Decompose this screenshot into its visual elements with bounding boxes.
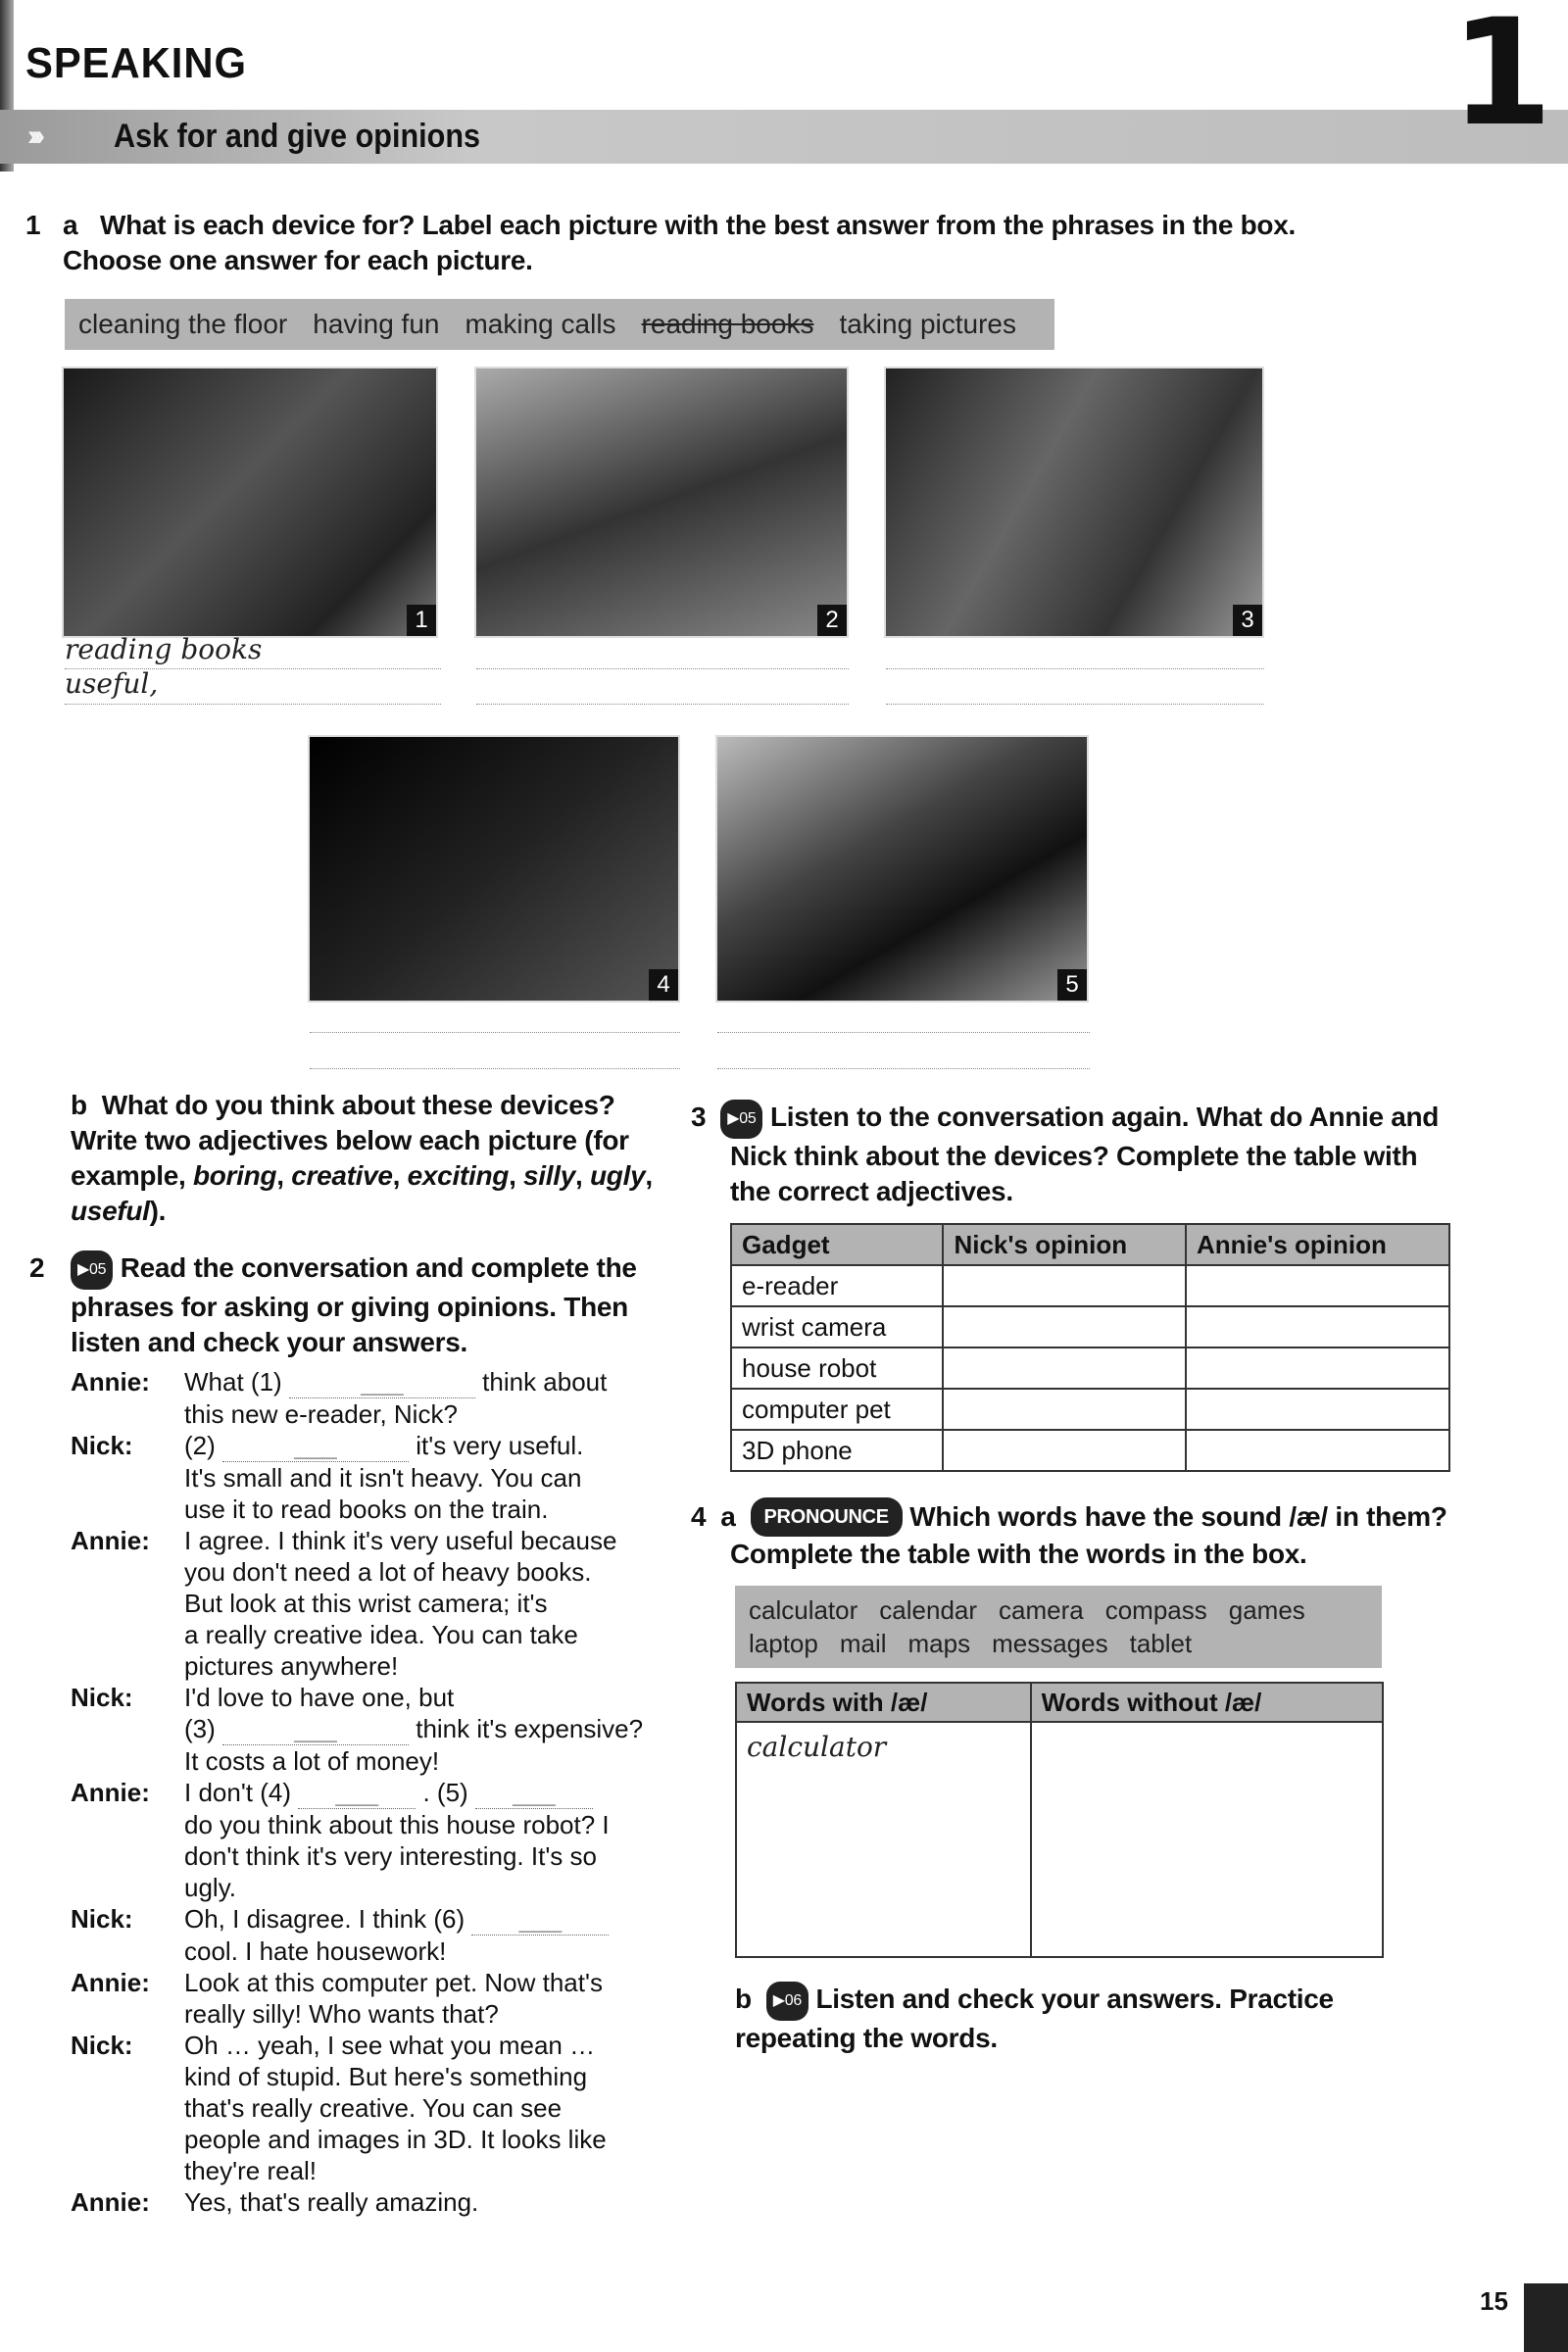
chevrons-icon: ›››: [27, 120, 39, 152]
instruction-text: Read the conversation and complete the phrases for asking or giving opinions. Then listen and check your answers.: [71, 1252, 637, 1357]
phrase-box: [65, 299, 1054, 350]
dialog-line: kind of stupid. But here's something: [184, 2062, 588, 2091]
example-word: useful: [71, 1196, 150, 1226]
table-row: [731, 1265, 1449, 1306]
example-word: creative: [291, 1160, 393, 1191]
answer-cell[interactable]: [1186, 1306, 1449, 1348]
dialog-line: people and images in 3D. It looks like: [184, 2125, 607, 2154]
picture-number: 4: [649, 969, 678, 1001]
word: compass: [1104, 1595, 1207, 1625]
audio-track-badge[interactable]: ▶06: [766, 1982, 808, 2021]
dialog-line: pictures anywhere!: [184, 1651, 399, 1681]
speaker-name: Annie:: [71, 1367, 150, 1396]
answer-line[interactable]: [310, 1032, 680, 1033]
speaker-name: Nick:: [71, 2031, 133, 2060]
dialog-line: this new e-reader, Nick?: [184, 1399, 458, 1429]
word: calendar: [879, 1595, 978, 1625]
opinion-table: [730, 1223, 1450, 1472]
answer-cell[interactable]: [943, 1389, 1185, 1430]
speaker-name: Annie:: [71, 2187, 150, 2217]
exercise-2-instruction: [29, 1250, 688, 1360]
column-header: Gadget: [731, 1224, 943, 1265]
exercise-letter: b: [735, 1984, 752, 2014]
answer-cell[interactable]: [1031, 1722, 1383, 1957]
gadget-cell: 3D phone: [731, 1430, 943, 1471]
word: calculator: [749, 1595, 858, 1625]
dialog-line: really silly! Who wants that?: [184, 1999, 499, 2029]
column-header: Annie's opinion: [1186, 1224, 1449, 1265]
photo-e-reader: [62, 367, 438, 638]
answer-line[interactable]: [717, 1068, 1090, 1069]
dialog-line: It costs a lot of money!: [184, 1746, 440, 1776]
track-number: 05: [739, 1110, 757, 1127]
dialog-line: (2) ___ it's very useful.: [184, 1431, 584, 1460]
word-box: [735, 1586, 1382, 1668]
word: games: [1228, 1595, 1305, 1625]
dialog-turn: [71, 1525, 688, 1682]
word: mail: [839, 1629, 887, 1658]
word: laptop: [749, 1629, 818, 1658]
left-column: [29, 1088, 688, 2218]
exercise-4a-instruction: [691, 1497, 1455, 1572]
handwritten-answer: reading books: [65, 633, 263, 665]
column-header: Nick's opinion: [943, 1224, 1185, 1265]
dialog-line: don't think it's very interesting. It's so: [184, 1841, 597, 1871]
instruction-text: Choose one answer for each picture.: [63, 245, 533, 275]
answer-line[interactable]: [886, 704, 1264, 705]
photo-computer-pet: [308, 735, 680, 1003]
fill-in-blank[interactable]: ___: [471, 1903, 609, 1936]
gadget-cell: house robot: [731, 1348, 943, 1389]
dialog-turn: [71, 2030, 688, 2186]
exercise-number: 2: [29, 1252, 45, 1283]
exercise-number: 4: [691, 1501, 707, 1532]
example-word: silly: [523, 1160, 576, 1191]
word: camera: [999, 1595, 1084, 1625]
answer-line[interactable]: [476, 668, 849, 669]
audio-track-badge[interactable]: ▶05: [720, 1100, 762, 1139]
answer-cell[interactable]: [1186, 1265, 1449, 1306]
fill-in-blank[interactable]: ___: [222, 1430, 409, 1462]
picture-number: 1: [407, 605, 436, 636]
answer-line[interactable]: [310, 1068, 680, 1069]
example-word: exciting: [407, 1160, 510, 1191]
fill-in-blank[interactable]: ___: [298, 1777, 416, 1809]
exercise-3-instruction: [691, 1100, 1455, 1209]
dialog-line: cool. I hate housework!: [184, 1936, 447, 1966]
dialog-line: Oh, I disagree. I think (6) ___: [184, 1903, 609, 1936]
audio-track-badge[interactable]: ▶05: [71, 1250, 113, 1290]
table-row: [731, 1348, 1449, 1389]
handwritten-answer: calculator: [747, 1731, 887, 1763]
page-tab-marker: [1524, 2283, 1568, 2352]
dialog-line: ugly.: [184, 1873, 236, 1902]
answer-line[interactable]: [717, 1032, 1090, 1033]
dialog-line: use it to read books on the train.: [184, 1494, 549, 1524]
speaker-name: Nick:: [71, 1904, 133, 1934]
photo-wrist-camera: [474, 367, 849, 638]
section-subtitle: Ask for and give opinions: [114, 118, 481, 155]
answer-cell[interactable]: [943, 1348, 1185, 1389]
answer-cell[interactable]: [943, 1306, 1185, 1348]
answer-cell[interactable]: [1186, 1389, 1449, 1430]
dialog-line: (3) ___ think it's expensive?: [184, 1714, 644, 1743]
speaker-name: Annie:: [71, 1526, 150, 1555]
answer-line[interactable]: [886, 668, 1264, 669]
handwritten-answer: useful,: [65, 667, 159, 700]
sound-table: [735, 1682, 1384, 1958]
dialog-line: I'd love to have one, but: [184, 1683, 455, 1712]
page-number: 15: [1480, 2286, 1508, 2316]
exercise-1a-instruction: [25, 208, 1554, 278]
word: tablet: [1129, 1629, 1193, 1658]
instruction-text: What do you think about these devices? Write two adjectives below each picture (for example,: [71, 1090, 629, 1191]
picture-number: 2: [817, 605, 847, 636]
column-header: Words with /æ/: [736, 1683, 1031, 1722]
track-number: 05: [89, 1261, 107, 1278]
track-number: 06: [784, 1992, 802, 2009]
example-word: ugly: [589, 1160, 646, 1191]
instruction-text: Listen to the conversation again. What do Annie and Nick think about the devices? Complete the table with the correct adjectives.: [730, 1102, 1440, 1206]
phrase: cleaning the floor: [78, 309, 288, 339]
dialog-line: Look at this computer pet. Now that's: [184, 1968, 603, 1997]
photo-robot-dog: [884, 367, 1264, 638]
answer-cell[interactable]: [736, 1722, 1031, 1957]
speaker-name: Annie:: [71, 1968, 150, 1997]
instruction-text: Listen and check your answers. Practice repeating the words.: [735, 1984, 1334, 2053]
dialog-line: do you think about this house robot? I: [184, 1810, 610, 1839]
gadget-cell: e-reader: [731, 1265, 943, 1306]
exercise-number: 3: [691, 1102, 707, 1132]
speaker-name: Annie:: [71, 1778, 150, 1807]
dialog-turn: [71, 1903, 688, 1967]
exercise-letter: a: [63, 210, 78, 240]
speaker-name: Nick:: [71, 1683, 133, 1712]
conversation: [29, 1366, 688, 2218]
exercise-1b-instruction: b What do you think about these devices? Write two adjectives below each picture (for example, boring, creative, exciting, silly, ugly, useful).: [71, 1090, 653, 1226]
table-row: [731, 1430, 1449, 1471]
dialog-line: What (1) ___ think about: [184, 1367, 608, 1396]
answer-cell[interactable]: [1186, 1430, 1449, 1471]
dialog-line: they're real!: [184, 2156, 318, 2185]
dialog-line: I don't (4) ___ . (5) ___: [184, 1777, 610, 1809]
phrase-crossed-out: reading books: [641, 309, 814, 339]
exercise-letter: b: [71, 1090, 87, 1120]
table-row: [731, 1389, 1449, 1430]
exercise-4b-instruction: [735, 1982, 1421, 2056]
answer-line[interactable]: [65, 668, 441, 669]
picture-number: 5: [1057, 969, 1087, 1001]
dialog-line: a really creative idea. You can take: [184, 1620, 578, 1649]
word: maps: [907, 1629, 971, 1658]
fill-in-blank[interactable]: ___: [222, 1713, 409, 1745]
instruction-text: Which words have the sound /æ/ in them? Complete the table with the words in the box.: [730, 1501, 1447, 1569]
dialog-line: that's really creative. You can see: [184, 2093, 563, 2123]
dialog-line: Oh … yeah, I see what you mean …: [184, 2031, 596, 2060]
section-title: SPEAKING: [25, 39, 247, 87]
picture-number: 3: [1233, 605, 1262, 636]
photo-3d-phone: [715, 735, 1089, 1003]
dialog-line: you don't need a lot of heavy books.: [184, 1557, 592, 1587]
fill-in-blank[interactable]: ___: [475, 1777, 593, 1809]
exercise-number: 1: [25, 210, 41, 240]
dialog-line: It's small and it isn't heavy. You can: [184, 1463, 582, 1493]
dialog-turn: [71, 1430, 688, 1525]
gadget-cell: wrist camera: [731, 1306, 943, 1348]
column-header: Words without /æ/: [1031, 1683, 1383, 1722]
word: messages: [992, 1629, 1108, 1658]
right-column: [691, 1100, 1455, 2056]
exercise-letter: a: [720, 1501, 736, 1532]
dialog-turn: [71, 2186, 688, 2218]
answer-line[interactable]: [65, 704, 441, 705]
dialog-turn: [71, 1967, 688, 2030]
answer-cell[interactable]: [943, 1265, 1185, 1306]
answer-cell[interactable]: [943, 1430, 1185, 1471]
dialog-line: But look at this wrist camera; it's: [184, 1589, 548, 1618]
phrase: having fun: [313, 309, 440, 339]
table-row: [731, 1306, 1449, 1348]
phrase: making calls: [465, 309, 616, 339]
answer-line[interactable]: [476, 704, 849, 705]
fill-in-blank[interactable]: ___: [289, 1366, 475, 1398]
dialog-turn: [71, 1777, 688, 1903]
pronounce-badge: PRONOUNCE: [751, 1497, 903, 1537]
dialog-line: Yes, that's really amazing.: [184, 2187, 479, 2217]
gadget-cell: computer pet: [731, 1389, 943, 1430]
speaker-name: Nick:: [71, 1431, 133, 1460]
answer-cell[interactable]: [1186, 1348, 1449, 1389]
dialog-line: I agree. I think it's very useful because: [184, 1526, 617, 1555]
example-word: boring: [192, 1160, 277, 1191]
unit-number: 1: [1450, 0, 1553, 159]
dialog-turn: [71, 1682, 688, 1777]
dialog-turn: [71, 1366, 688, 1430]
instruction-text: What is each device for? Label each picture with the best answer from the phrases in the box.: [100, 210, 1296, 240]
phrase: taking pictures: [839, 309, 1016, 339]
